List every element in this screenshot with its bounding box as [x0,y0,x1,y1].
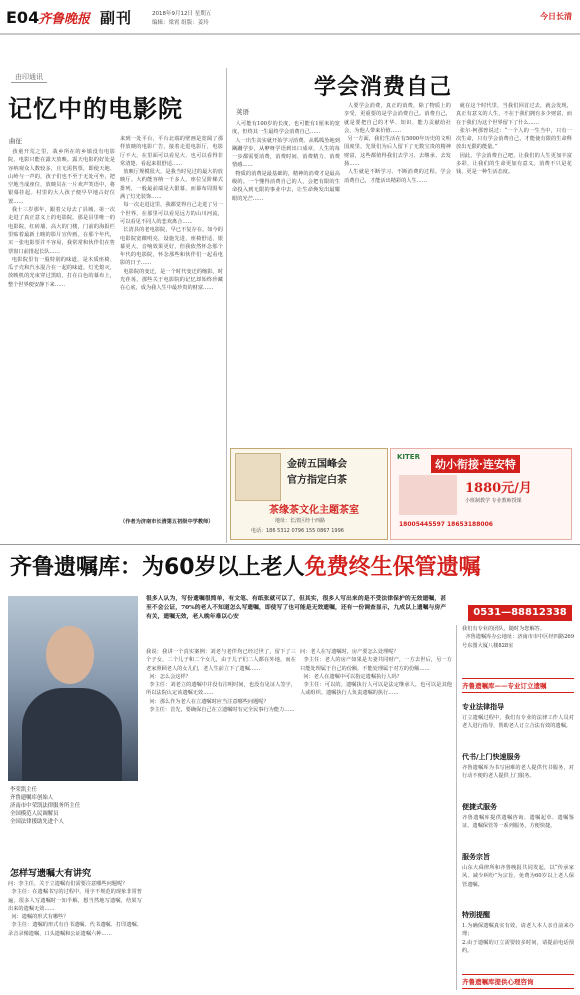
article1-author-footer: （作者为济南市长清第五初级中学教师） [120,519,214,525]
tea-ad-title: 金砖五国峰会 [287,459,347,470]
lawyer-body [22,688,122,781]
qa-left-column: 问：李主任，关于立遗嘱有们需要注意哪些问题呢？ 李主任：在遗嘱书写的过程中，用字不规范的现象非常普遍，很多人写遗嘱时一知半解，想当然地写遗嘱，结果写出来的遗嘱无效…… 问：遗嘱的形式有哪些？ 李主任：遗嘱的形式有自书遗嘱、代书遗嘱、打印遗嘱、录音录像遗嘱、口头遗嘱和公证遗嘱六种…… [8,881,142,937]
page-number: E04 [6,8,40,27]
tea-ad-address: 地址：长清区经十西路 [275,518,326,524]
sidebar-sub-1: 专业法律指导 [462,703,504,711]
article2-column-3: 就在这个时代里，当我们回首过去，就会发现，真正有意义的人生，不在于我们拥有多少财富，而在于我们为这个世界留下了什么…… 张尔·柯那曾说过：“一个人的一生当中，只有一次生命，只有学会消费自己，才能使有限的生命释放出无限的能量。” 因此，学会消费自己吧，让我们的人生更加丰富多彩，让我们的生命更加有意义。消费不只是花钱，更是一种生活态度。 [456,103,572,176]
lawyer-photo [8,596,138,781]
edu-ad-phone: 18005445597 18653188006 [399,521,493,528]
article1-column-2: 来到一处平台，平台北端的壁画是宽阔了那样放映的电影广告，接着走进电影厅，电影厅不大，在里面可以看见大、也可以看得非常清楚、看起来很舒适…… 放映厅规模很大，是我当时见过的最大的放映厅。大约能容纳一千多人，座位呈阶梯式排列，一般最前端是大银幕，而幕布周围布满了灯光装饰…… 每一次走进这里，我都觉得自己走进了另一个世界，在那里可以看见远方的山川河流，可以看见不同人的悲欢离合…… 长清县的老电影院，早已不复存在。如今的电影院宽敞明亮，设施先进，座椅舒适，银幕更大，音响效果更好，但我依然怀念那个年代的电影院，怀念那些和伙伴们一起看电影的日子…… 电影院的变迁，是一个时代变迁的缩影。时光荏苒，那些关于电影院的记忆却始终珍藏在心底，成为我人生中最珍贵的财富…… [120,136,223,292]
qa-right-column: 问：老人在写遗嘱时，房产要怎么处理呢？ 李主任：老人的房产如果是夫妻共同财产，一方去世后，另一方只能处理属于自己的份额，不能处理属于对方的份额…… 问：老人在遗嘱中可以指定遗嘱执行人吗？ 李主任：可以的。遗嘱执行人可以是法定继承人，也可以是其他人或组织。遗嘱执行人负责遗嘱的执行…… [300,649,452,697]
edu-ad-brand: KITER [397,453,420,461]
page-tag: 今日长清 [540,12,572,21]
sidebar-intro: 我们有专业的团队，随时为您解答。 齐鲁遗嘱库办公地址：济南市市中区经四路269号东图大厦八楼828室 [462,626,574,649]
tea-ad-name: 茶缘茶文化主题茶室 [269,505,359,516]
edu-ad-price: 1880元/月 [465,481,532,496]
column-tag: 由印通讯 [11,72,47,83]
education-ad [390,448,572,540]
sidebar-para-2: 齐鲁遗嘱库为书写困难的老人提供代书服务，对行动不便的老人提供上门服务。 [462,765,574,780]
photo-caption: 李荣凯主任 齐鲁遗嘱库创始人 济南市中荣凯法律服务所主任 全国模范人民调解员 全国法律援助先进个人 [10,787,81,825]
sidebar-para-3: 齐鲁遗嘱库提供遗嘱咨询、遗嘱起草、遗嘱鉴证、遗嘱保管等一系列服务，方便快捷。 [462,815,574,830]
article2-label: 荚语 [236,108,249,116]
tea-ad-image [235,453,281,501]
tea-ad-subtitle: 官方指定白茶 [287,475,347,486]
section3-subhead: 怎样写遗嘱大有讲究 [10,869,92,879]
header-rule [0,33,580,35]
lawyer-head [46,626,94,684]
article2-column-2: 人要学会消费，真正的消费，除了物质上的享受，更重要的是学会消费自己。消费自己，就是要把自己的才华、知识、能力贡献给社会，为他人带来价值…… 另一方面，我们生活在有5000年历史的文明国度里，先贤们为后人留下了无数宝贵的精神财富，这些都值得我们去学习、去继承、去发扬…… 人生就是不断学习、不断消费的过程。学会消费自己，才能活出精彩的人生…… [344,103,451,184]
article2-column-1: 人可能有100岁的长度，也可能有1厘米的宽度，但终其一生最终学会消费自己…… 人一出生其实就开始学习消费。从呱呱坠地到蹒跚学步，从咿呀学语到出口成章，人生的每一步都需要消费，消费时间、消费精力、消费情感…… 物质的消费是最基础的，精神的消费才是最高级的。一个懂得消费自己的人，会把有限的生命投入到无限的事业中去，让生命焕发出最耀眼的光芒…… [232,121,340,202]
headline-part2: 免费终生保管遗嘱 [304,555,481,580]
sidebar-sub-2: 代书/上门快速服务 [462,753,521,761]
sidebar-sub-3: 便捷式服务 [462,803,497,811]
article1-column-1: 孩童开荒之里，栽乡所在的乡镇没有电影院，电影只能在露天放映。露天电影的好处是容纳观众人数较多，且无需售票，即使天地、山岭与一声的，孩子们也不至于无处可坐，把空地当成座位，放映员在一片欢声笑语中，将银幕挂起。村里的大人孩子便早早地占好位置…… 我十三岁那年，跟着父母去了县城，第一次走进了真正意义上的电影院。那是县里唯一的电影院，红砖墙，高大的门楼，门前的海报栏里贴着最新上映的影片宣传画。在那个年代，买一张电影票并不容易，我常常和伙伴们在售票窗口前排起长队…… 电影院里有一股特别的味道，是木质座椅、瓜子壳和汽水混合在一起的味道。灯光熄灭，放映机的光束穿过黑暗，打在白色的幕布上，整个世界便安静下来…… [8,149,115,288]
article1-title: 记忆中的电影院 [8,94,183,123]
sidebar-para-1: 订立遗嘱过程中，我们有专业的法律工作人员对老人进行指导，帮助老人订立合法有效的遗嘱。 [462,715,574,730]
article1-author: 曲征 [9,137,22,145]
section3-headline [10,550,580,581]
sidebar-para-4: 山东大舜律所和齐鲁晚报共同发起，以“传承家风、减少纠纷”为宗旨，免费为60岁以上老人保管遗嘱。 [462,865,574,888]
headline-part1: 齐鲁遗嘱库：为60岁以上老人 [10,555,305,580]
tea-ad-phone: 电话：186 5312 0796 155 0867 1996 [251,528,344,534]
section-name: 副刊 [100,9,133,27]
issue-date: 2018年9月12日 星期五 [152,11,212,17]
section3-lead: 很多人认为，写份遗嘱很简单，有文笔、有纸张就可以了，但其实，很多人写出来的是不受法律保护的无效遗嘱，甚至不会公证，70%的老人不知道怎么写遗嘱，即使写了也可能是无效遗嘱，还有一份调查显示，九成以上遗嘱与房产有关，遗嘱无效，老人晚年难以心安 [146,596,446,620]
edu-ad-name: 幼小衔接·连安特 [431,455,520,473]
sidebar-sub-5: 特别提醒 [462,911,490,919]
paper-logo: 齐鲁晚报 [38,12,91,27]
edu-ad-sub: 小班制教学 专业教师授课 [465,498,522,504]
tea-house-ad [230,448,388,540]
editors: 编辑：梁霄 组版：姜玲 [152,20,209,26]
qa-middle-column: 我说：我讲一个真实案例：刘老与老伴均已经过世了，留下了三个子女，二个儿子和二个女儿，由于儿子们二人都在外地，而在老家照顾老人的女儿们，老人生前立下了遗嘱…… 问：怎么会这样？ 李主任：刘老立的遗嘱中并没有注明时间，也没有见证人签字，所以法院认定该遗嘱无效…… 问：那么作为老人在立遗嘱时应当注意哪些问题呢？ 李主任：首先，要确保自己在立遗嘱时有完全民事行为能力…… [146,649,296,714]
sidebar-heading: 齐鲁遗嘱库——专业订立遗嘱 [462,678,574,693]
hotline-phone: 0531—88812338 [468,605,572,621]
article2-title: 学会消费自己 [314,74,453,100]
sidebar-para-5: 1.为确保遗嘱真实有效，请老人本人亲自前来办理； 2.由于遗嘱的订立需要较多时间，请提前电话预约。 [462,923,574,954]
sidebar-bottom-heading: 齐鲁遗嘱库提供心理咨询 [462,974,574,989]
sidebar-sub-4: 服务宗旨 [462,853,490,861]
edu-ad-image [399,475,457,515]
